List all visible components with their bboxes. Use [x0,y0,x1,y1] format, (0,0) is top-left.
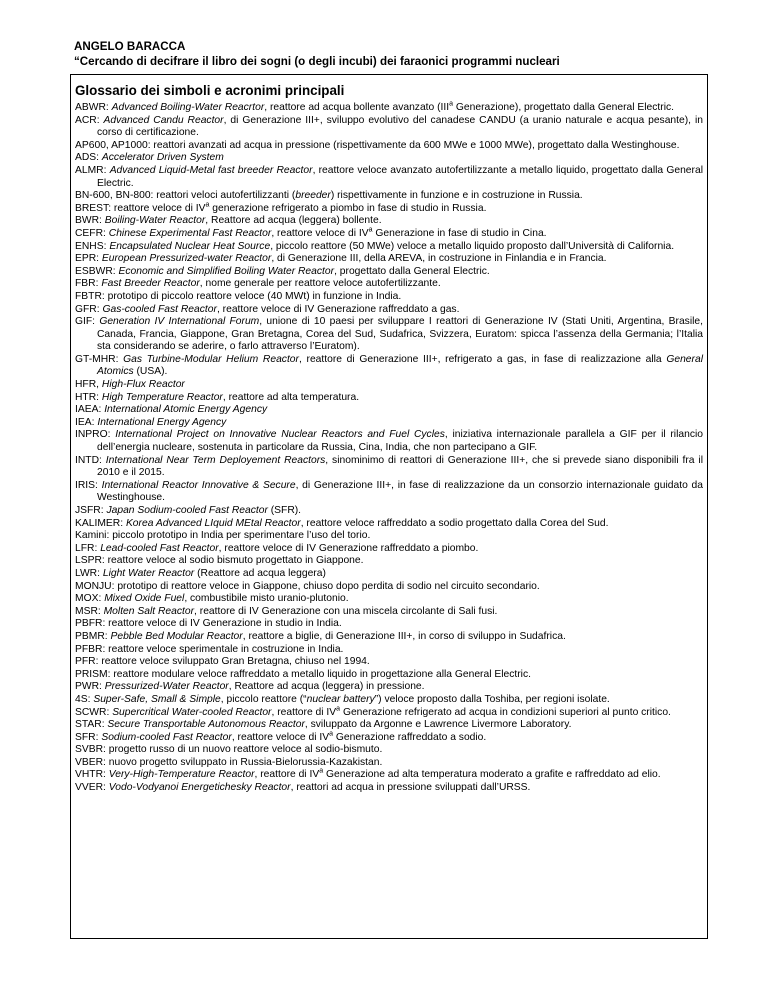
entry-text: Generazione raffreddato a sodio. [333,731,487,743]
entry-text: PRISM: reattore modulare veloce raffreddato a metallo liquido in progettazione alla General Electric. [75,668,531,680]
entry-text: BWR: [75,215,105,227]
entry-text: AP600, AP1000: reattori avanzati ad acqua in pressione (rispettivamente da 600 MWe e 1000 MWe), progettato dalla Westinghouse. [75,139,680,151]
entry-superscript: a [449,100,454,108]
entry-text: , nome generale per reattore veloce autofertilizzante. [199,278,441,290]
entry-term: International Atomic Energy Agency [104,404,268,416]
entry-text: IAEA: [75,404,105,416]
entry-text: ALMR: [75,164,110,176]
glossary-entry [75,555,703,568]
glossary-entry [75,568,703,581]
glossary-entry [75,480,703,505]
entry-text: , reattore di IV Generazione con una miscela circolante di Sali fusi. [194,605,498,617]
entry-text: , reattore veloce di IV Generazione raffreddato a gas. [216,303,460,315]
entry-text: Kamini: piccolo prototipo in India per sperimentare l’uso del torio. [75,530,371,542]
glossary-entry [75,656,703,669]
entry-text: ”) veloce proposto dalla Toshiba, per regioni isolate. [374,693,610,705]
entry-text: ADS: [75,152,102,164]
entry-text: ) rispettivamente in funzione e in costruzione in Russia. [330,190,583,202]
entry-text: PFBR: reattore veloce sperimentale in costruzione in India. [75,643,344,655]
glossary-entry [75,354,703,379]
document-header [74,39,714,69]
entry-text: INPRO: [75,429,116,441]
glossary-entry [75,241,703,254]
entry-term: Fast Breeder Reactor [101,278,200,290]
entry-term: International Project on Innovative Nuclear Reactors and Fuel Cycles [115,429,445,441]
glossary-title: Glossario dei simboli e acronimi principali [75,83,345,98]
entry-text: VBER: nuovo progetto sviluppato in Russia-Bielorussia-Kazakistan. [75,756,383,768]
entry-text: HTR: [75,391,102,403]
document-title: “Cercando di decifrare il libro dei sogni (o degli incubi) dei faraonici programmi nucleari [74,55,560,68]
entry-text: , reattore ad acqua bollente avanzato (III [264,102,450,113]
entry-term: Supercritical Water-cooled Reactor [112,706,272,718]
glossary-entry [75,228,703,241]
entry-text: VVER: [75,782,109,794]
entry-superscript: a [329,730,334,738]
entry-text: STAR: [75,719,108,731]
entry-text: PWR: [75,681,105,693]
glossary-entry [75,316,703,354]
entry-superscript: a [319,768,324,776]
glossary-entry [75,203,703,216]
entry-text: MSR: [75,605,104,617]
entry-term: Super-Safe, Small & Simple [93,693,221,705]
entry-term: Gas Turbine-Modular Helium Reactor [123,353,299,365]
entry-term: Advanced Liquid-Metal fast breeder Reactor [109,164,313,176]
entry-text: LWR: [75,567,103,579]
entry-text: Generazione), progettato dalla General Electric. [453,102,674,113]
glossary-box [70,74,708,939]
entry-text: MOX: [75,593,105,605]
entry-term: Pebble Bed Modular Reactor [110,630,243,642]
entry-text: , unione di 10 paesi per sviluppare I reattori di Generazione IV (Stati Uniti, Argentina, Brasile, Canada, Francia, Giappone, Gran Bretagna, Corea del Sud, Sudafrica, Svizzera, Euratom: spicca l’assenza della Germania; l’Italia sta considerando se aderire, o farlo attraverso l’Euratom). [97,316,703,353]
glossary-entry [75,404,703,417]
entry-term: Advanced Boiling-Water Reacrtor [111,102,265,113]
entry-term: International Reactor Innovative & Secure [101,479,296,491]
entry-term: breeder [295,190,331,202]
entry-term: Secure Transportable Autonomous Reactor [107,719,305,731]
entry-text: FBR: [75,278,102,290]
glossary-entry [75,253,703,266]
glossary-entry [75,140,703,153]
glossary-entry [75,115,703,140]
entry-text: , di Generazione III+, sviluppo evolutivo del canadese CANDU (a uranio naturale e acqua pesante), in corso di certificazione. [97,114,703,139]
entry-text: VHTR: [75,769,109,781]
entry-text: Generazione refrigerato ad acqua in condizioni superiori al punto critico. [340,706,671,718]
entry-term: General Atomics [97,353,703,378]
glossary-entry [75,530,703,543]
entry-text: , reattore veloce raffreddato a sodio progettato dalla Corea del Sud. [300,517,609,529]
entry-text: , sinominimo di reattori di Generazione III+, che si prevede siano disponibili fra il 2010 e il 2015. [97,454,703,479]
entry-text: IRIS: [75,479,102,491]
entry-text: LFR: [75,542,101,554]
entry-text: , piccolo reattore (50 MWe) veloce a metallo liquido proposto dall’Università di California. [270,240,675,252]
entry-term: Boiling-Water Reactor [104,215,206,227]
entry-text: HFR, [75,379,102,391]
glossary-entry [75,782,703,795]
entry-text: Generazione ad alta temperatura moderato a grafite e raffreddato ad elio. [323,769,661,781]
glossary-entry [75,757,703,770]
entry-term: Chinese Experimental Fast Reactor [108,227,272,239]
glossary-entry [75,719,703,732]
entry-term: High-Flux Reactor [101,379,185,391]
entry-term: Mixed Oxide Fuel [104,593,185,605]
entry-term: Japan Sodium-cooled Fast Reactor [106,505,268,516]
entry-term: Encapsulated Nuclear Heat Source [109,240,271,252]
entry-term: High Temperature Reactor [101,391,223,403]
entry-text: GIF: [75,316,100,328]
entry-term: Pressurized-Water Reactor [104,681,229,693]
entry-text: PBFR: reattore veloce di IV Generazione in studio in India. [75,618,342,630]
entry-term: Korea Advanced LIquid MEtal Reactor [125,517,301,529]
glossary-entry [75,304,703,317]
glossary-entry [75,266,703,279]
entry-text: ENHS: [75,240,110,252]
glossary-entry [75,606,703,619]
glossary-entry [75,455,703,480]
entry-text: FBTR: prototipo di piccolo reattore veloce (40 MWt) in funzione in India. [75,290,402,302]
entry-term: Vodo-Vodyanoi Energetichesky Reactor [108,782,291,794]
entry-term: Advanced Candu Reactor [103,114,224,126]
entry-text: GT-MHR: [75,353,124,365]
glossary-entry [75,190,703,203]
entry-text: JSFR: [75,505,107,516]
entry-text: BN-600, BN-800: reattori veloci autofertilizzanti ( [75,190,296,202]
glossary-entry [75,644,703,657]
glossary-entry [75,102,703,115]
entry-text: IEA: [75,416,98,428]
entry-text: CEFR: [75,227,109,239]
glossary-entry [75,278,703,291]
entry-text: 4S: [75,693,94,705]
entry-text: , reattore veloce di IV [231,731,330,743]
entry-text: MONJU: prototipo di reattore veloce in Giappone, chiuso dopo perdita di sodio nel circuito secondario. [75,580,540,592]
glossary-list [75,102,703,795]
entry-text: PBMR: [75,630,111,642]
entry-text: (USA). [133,366,168,378]
glossary-entry [75,694,703,707]
glossary-entry [75,215,703,228]
glossary-entry [75,291,703,304]
entry-term: European Pressurized-water Reactor [101,253,272,265]
entry-text: , Reattore ad acqua (leggera) in pressione. [228,681,425,693]
entry-text: , combustibile misto uranio-plutonio. [184,593,349,605]
entry-text: PFR: reattore veloce sviluppato Gran Bretagna, chiuso nel 1994. [75,656,370,668]
entry-superscript: a [205,201,210,209]
entry-term: International Near Term Deployement Reactors [105,454,326,466]
entry-text: SFR: [75,731,102,743]
entry-term: Generation IV International Forum [99,316,260,328]
glossary-entry [75,681,703,694]
glossary-entry [75,744,703,757]
entry-text: GFR: [75,303,103,315]
entry-text: , reattore di IV [271,706,337,718]
entry-text: , reattore veloce di IV Generazione raffreddato a piombo. [218,542,479,554]
entry-text: , Reattore ad acqua (leggera) bollente. [205,215,382,227]
entry-text: (Reattore ad acqua leggera) [194,567,326,579]
entry-superscript: a [368,226,373,234]
glossary-entry [75,429,703,454]
entry-text: , reattore ad alta temperatura. [222,391,360,403]
glossary-entry [75,618,703,631]
entry-text: KALIMER: [75,517,126,529]
glossary-entry [75,152,703,165]
entry-text: , reattore veloce avanzato autofertilizzante a metallo liquido, progettato dalla General Electric. [97,164,703,189]
entry-text: ABWR: [75,102,112,113]
glossary-entry [75,581,703,594]
entry-term: Gas-cooled Fast Reactor [102,303,217,315]
entry-text: BREST: reattore veloce di IV [75,202,206,214]
glossary-entry [75,505,703,518]
entry-text: generazione refrigerato a piombo in fase di studio in Russia. [209,202,487,214]
entry-term: Very-High-Temperature Reactor [108,769,255,781]
glossary-entry [75,379,703,392]
entry-text: LSPR: reattore veloce al sodio bismuto progettato in Giappone. [75,555,364,567]
entry-term: Accelerator Driven System [101,152,224,164]
entry-superscript: a [336,705,341,713]
entry-term: International Energy Agency [97,416,227,428]
entry-text: (SFR). [267,505,302,516]
entry-text: , piccolo reattore (“ [220,693,307,705]
glossary-entry [75,165,703,190]
glossary-entry [75,543,703,556]
glossary-entry [75,417,703,430]
entry-text: , iniziativa internazionale parallela a GIF per il rilancio dell’energia nucleare, sostenuta in particolare da Russia, Cina, India, che non partecipano a GIF. [97,429,703,454]
glossary-entry [75,707,703,720]
entry-text: EPR: [75,253,102,265]
entry-text: ACR: [75,114,104,126]
glossary-entry [75,669,703,682]
entry-text: , reattore di Generazione III+, refrigerato a gas, in fase di realizzazione alla [298,353,667,365]
entry-text: , di Generazione III+, in fase di realizzazione da un consorzio internazionale guidato da Westinghouse. [97,479,703,504]
entry-text: , reattore di IV [254,769,320,781]
entry-term: Sodium-cooled Fast Reactor [101,731,232,743]
entry-term: Lead-cooled Fast Reactor [100,542,219,554]
entry-text: SCWR: [75,706,113,718]
entry-term: Light Water Reactor [102,567,195,579]
author-name: ANGELO BARACCA [74,40,186,53]
entry-text: , sviluppato da Argonne e Lawrence Livermore Laboratory. [304,719,572,731]
entry-text: Generazione in fase di studio in Cina. [372,227,547,239]
entry-text: ESBWR: [75,265,119,277]
glossary-entry [75,769,703,782]
glossary-entry [75,518,703,531]
glossary-entry [75,392,703,405]
entry-text: , progettato dalla General Electric. [334,265,490,277]
entry-text: INTD: [75,454,106,466]
entry-text: , reattore a biglie, di Generazione III+, in corso di sviluppo in Sudafrica. [242,630,566,642]
glossary-entry [75,732,703,745]
entry-text: , di Generazione III, della AREVA, in costruzione in Finlandia e in Francia. [271,253,607,265]
glossary-entry [75,593,703,606]
entry-term: Economic and Simplified Boiling Water Reactor [118,265,335,277]
entry-term: Molten Salt Reactor [103,605,195,617]
entry-text: , reattore veloce di IV [271,227,369,239]
glossary-entry [75,631,703,644]
entry-term: nuclear battery [306,693,375,705]
entry-text: SVBR: progetto russo di un nuovo reattore veloce al sodio-bismuto. [75,744,383,756]
entry-text: , reattori ad acqua in pressione sviluppati dall’URSS. [290,782,531,794]
